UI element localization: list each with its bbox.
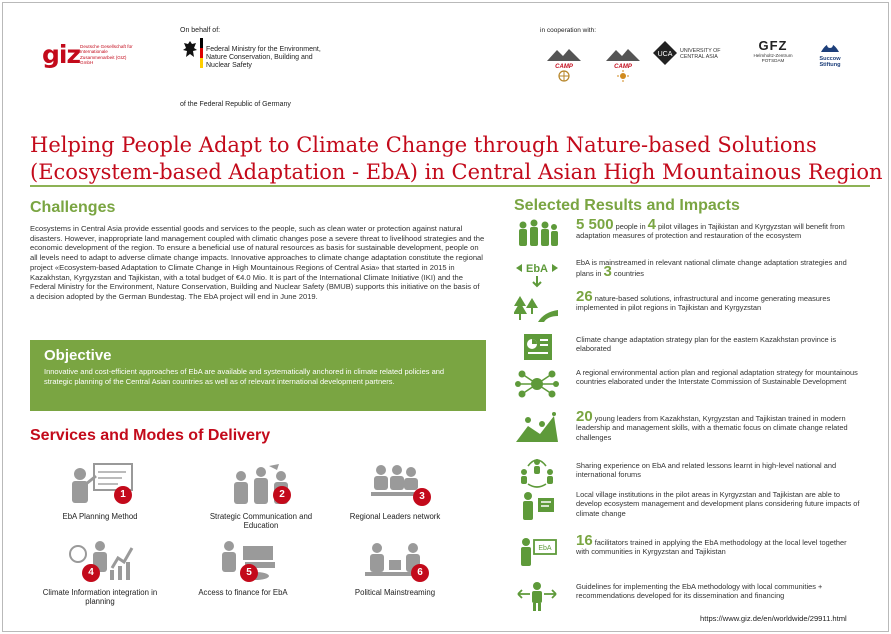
climate-chart-icon [60, 538, 140, 586]
service-item [178, 538, 308, 597]
result-number: 4 [647, 216, 656, 233]
result-number: 3 [603, 263, 612, 281]
federal-eagle-icon [182, 40, 198, 60]
objective-box [30, 340, 486, 411]
eba-badge: EbA [526, 263, 548, 275]
guidelines-signpost-icon [514, 580, 560, 612]
facilitator-board-icon [514, 536, 560, 568]
service-item [35, 462, 165, 521]
title-line-2: (Ecosystem-based Adaptation - EbA) in Central Asian High Mountainous Region [30, 160, 883, 184]
forest-road-icon [514, 292, 560, 324]
network-nodes-icon [514, 368, 560, 400]
on-behalf-label: On behalf of: [180, 27, 221, 34]
project-url[interactable]: https://www.giz.de/en/worldwide/29911.html [700, 614, 847, 623]
succow-logo: Succow Stiftung [810, 38, 850, 68]
strategy-document-icon [514, 332, 560, 364]
republic-label: of the Federal Republic of Germany [180, 101, 291, 108]
mountain-icon [547, 48, 581, 62]
uca-emblem-icon [652, 40, 678, 66]
result-text: Sharing experience on EbA and related lessons learnt in high-level national and international forums [576, 461, 837, 480]
service-number: 6 [411, 564, 429, 582]
ministry-name: Federal Ministry for the Environment, Nature Conservation, Building and Nuclear Safety [206, 46, 321, 70]
service-label: Access to finance for EbA [198, 588, 288, 597]
sun-icon [617, 70, 629, 82]
service-label: EbA Planning Method [62, 512, 138, 521]
result-text: A regional environmental action plan and regional adaptation strategy for mountainous countries elaborated under the Interstate Commission of Sustainable Development [576, 368, 858, 387]
camp-alatoo-logo: CAMP [544, 48, 584, 84]
gfz-logo: GFZ Helmholtz-Zentrum POTSDAM [753, 38, 793, 64]
giz-logo: giz [42, 40, 81, 69]
result-text: Climate change adaptation strategy plan for the eastern Kazakhstan province is elaborated [576, 335, 837, 354]
objective-heading: Objective [44, 347, 112, 364]
services-heading: Services and Modes of Delivery [30, 427, 271, 444]
result-text: EbA is mainstreamed in relevant national climate change adaptation strategies and plans in [576, 258, 847, 279]
crane-bird-icon [819, 38, 841, 54]
result-text: countries [611, 269, 644, 279]
service-item [35, 538, 165, 607]
camp-kuhiston-logo: CAMP [603, 48, 643, 84]
objective-text: Innovative and cost-efficient approaches of EbA are available and systematically anchored in climate related policies and strategic planning of the Central Asian countries as well as of relevant international development partners. [44, 367, 445, 386]
result-text: young leaders from Kazakhstan, Kyrgyzstan and Tajikistan trained in modern leadership and management skills, with a thematic focus on climate change related challenges [576, 414, 848, 442]
poster-title [30, 132, 883, 186]
results-heading: Selected Results and Impacts [514, 197, 740, 214]
service-label: Regional Leaders network [349, 512, 441, 521]
result-text: Local village institutions in the pilot areas in Kyrgyzstan and Tajikistan are able to develop ecosystem management and development plans considering future impacts of climate change [576, 490, 860, 518]
service-label: Strategic Communication and Education [209, 512, 313, 531]
result-number: 16 [576, 532, 593, 549]
climbing-leaders-icon [514, 412, 560, 444]
mountain-icon [606, 48, 640, 62]
uca-logo: UCA UNIVERSITY OF CENTRAL ASIA [652, 40, 734, 70]
title-divider [30, 185, 870, 187]
village-planning-icon [514, 490, 560, 522]
service-item [330, 538, 460, 597]
service-number: 3 [413, 488, 431, 506]
service-number: 5 [240, 564, 258, 582]
result-number: 5 500 [576, 216, 614, 233]
result-text: Guidelines for implementing the EbA methodology with local communities + recommendations developed for its dissemination and financing [576, 582, 823, 601]
challenges-heading: Challenges [30, 199, 116, 216]
svg-text:UCA: UCA [657, 51, 673, 58]
communication-group-icon [221, 462, 301, 510]
eba-arrows-icon [514, 258, 560, 290]
experience-exchange-icon [514, 456, 560, 488]
snowflake-icon [558, 70, 570, 82]
planning-board-icon [60, 462, 140, 510]
people-group-icon [514, 218, 560, 250]
result-text: pilot villages in Tajikistan and Kyrgyzstan will benefit from adaptation measures of protection and restauration of the ecosystem [576, 222, 845, 241]
service-item [330, 462, 460, 521]
result-number: 20 [576, 408, 593, 425]
cooperation-label: in cooperation with: [540, 27, 597, 34]
service-item [196, 462, 326, 531]
eba-badge: EbA [538, 545, 552, 552]
german-flag-icon [200, 38, 203, 68]
result-text: people in [613, 222, 648, 231]
title-line-1: Helping People Adapt to Climate Change through Nature-based Solutions [30, 133, 817, 157]
service-label: Climate Information integration in planning [42, 588, 158, 607]
result-number: 26 [576, 288, 593, 305]
giz-subtitle: Deutsche Gesellschaft für Internationale Zusammenarbeit (GIZ) GmbH [80, 44, 133, 66]
service-number: 1 [114, 486, 132, 504]
service-label: Political Mainstreaming [354, 588, 436, 597]
service-number: 2 [273, 486, 291, 504]
challenges-text: Ecosystems in Central Asia provide essential goods and services to the people, such as clean water or protection against natural disasters. However, inappropriate land management coupled with climatic changes pose a severe threat to livelihood strategies and the economic development of the region. To ensure a beneficial use of natural resources as basis for sustainable development, people on all levels need to adapt to adverse climate change impacts. Innovative approaches to climate change adaptation constitute the regional project «Ecosystem-based Adaptation to Climate Change in High Mountainous Regions of Central Asia» that started in 2015 in Kazakhstan, Kyrgyzstan and Tajikistan, with a total budget of €4.0 Mio. It is part of the International Climate Initiative (IKI) and the Federal Ministry for the Environment, Nature Conservation, Building and Nuclear Safety (BMUB) supports this initiative on the basis of a decision adopted by the German Bundestag. The EbA project will end in June 2019. [30, 224, 485, 301]
service-number: 4 [82, 564, 100, 582]
result-text: nature-based solutions, infrastructural and income generating measures implemented in pilot regions in Tajikistan and Kyrgyzstan [576, 294, 831, 313]
result-text: facilitators trained in applying the EbA methodology at the local level together with communities in Kyrgyzstan and Tajikistan [576, 538, 847, 557]
